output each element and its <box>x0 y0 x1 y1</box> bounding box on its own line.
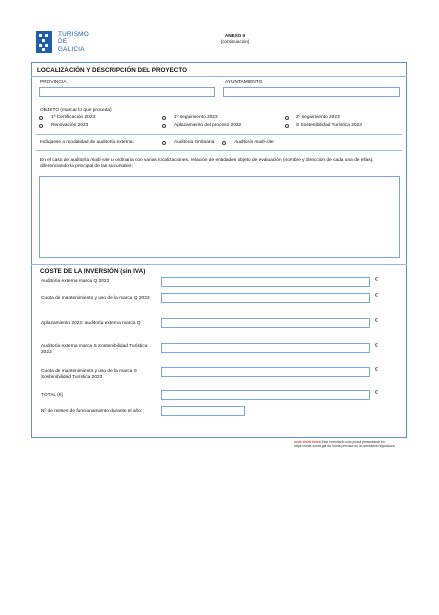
multisite-text-em: multi-site <box>90 158 110 163</box>
multisite-textarea[interactable] <box>39 176 400 258</box>
option-s-sustainability: S Sostenibilidad Turística 2023 <box>296 123 362 128</box>
euro-symbol: € <box>375 367 378 373</box>
radio-first-followup[interactable] <box>162 116 166 120</box>
option-first-followup: 1º seguimiento 2023 <box>174 115 218 120</box>
option-second-followup: 2º seguimiento 2023 <box>296 115 340 120</box>
option-audit-ordinary: Auditoría Ordinaria <box>174 140 215 145</box>
euro-symbol: € <box>375 318 378 324</box>
province-field[interactable] <box>39 87 215 97</box>
multisite-instructions <box>40 158 400 170</box>
annex-heading <box>200 33 270 45</box>
divider <box>36 134 402 135</box>
option-postponement: Aplazamiento del proceso 2022 <box>174 123 242 128</box>
turismo-de-galicia-logo <box>36 31 96 55</box>
cost-label-total: TOTAL (€) <box>41 393 64 398</box>
cost-field-4[interactable] <box>161 367 370 377</box>
annex-title: ANEXO II <box>224 33 246 38</box>
radio-s-sustainability[interactable] <box>285 124 289 128</box>
cost-field-0[interactable] <box>161 277 370 287</box>
footer-text: Este formulario sólo podrá presentarse en https://sede.xunta.gal da forma prevista en la normativa reguladora <box>294 440 395 449</box>
cost-label-2: Aplazamiento 2022: auditoría externa marca Q <box>41 321 141 326</box>
radio-audit-multisite[interactable] <box>222 141 226 145</box>
radio-second-followup[interactable] <box>285 116 289 120</box>
cost-field-total[interactable] <box>161 390 370 400</box>
logo-line-3: GALICIA <box>58 45 85 53</box>
logo-line-1: TURISMO <box>58 31 89 38</box>
radio-renewal[interactable] <box>39 124 43 128</box>
cost-label-1: Cuota de mantenimiento y uso de la marca Q 2023 <box>41 296 150 301</box>
logo-line-2: DE <box>58 38 68 46</box>
council-label: AYUNTAMIENTO <box>225 80 263 85</box>
multisite-text-a: En el caso de auditoría <box>40 158 91 163</box>
radio-audit-ordinary[interactable] <box>162 141 166 145</box>
radio-postponement[interactable] <box>162 124 166 128</box>
euro-symbol: € <box>375 343 378 349</box>
cost-field-3[interactable] <box>161 343 370 353</box>
option-first-certification: 1ª Certificación 2023 <box>51 115 96 120</box>
footer-note <box>294 440 409 448</box>
section-location-title: LOCALIZACIÓN Y DESCRIPCIÓN DEL PROYECTO <box>37 67 187 74</box>
euro-symbol: € <box>375 390 378 396</box>
province-label: PROVINCIA <box>40 80 67 85</box>
radio-first-certification[interactable] <box>39 116 43 120</box>
divider <box>31 264 407 265</box>
euro-symbol: € <box>375 293 378 299</box>
divider <box>36 150 402 151</box>
objective-label: OBJETO (marcar lo que proceda) <box>40 108 112 113</box>
galicia-emblem-icon <box>36 31 52 53</box>
cost-label-4: Cuota de mantenimiento y uso de la marca S Sostenibilidad Turística 2023 <box>41 369 137 380</box>
logo-wordmark <box>58 31 89 53</box>
cost-label-3: Auditoría externa marca S Sostenibilidad Turística 2023 <box>41 344 148 355</box>
months-field[interactable] <box>161 406 245 416</box>
sede-electronica-brand: sede electrónica <box>294 440 321 444</box>
euro-symbol: € <box>375 277 378 283</box>
multisite-text-b: u ordinaria con varias localizaciones, relación de entidades objeto de evaluación (nombre y dirección de cada una de ellas), diferenciando la principal de las sucursales: <box>40 158 374 169</box>
cost-field-2[interactable] <box>161 318 370 328</box>
option-renewal: Renovación 2023 <box>51 123 89 128</box>
council-field[interactable] <box>223 87 400 97</box>
option-audit-multisite: Auditoría multi-site <box>234 140 274 145</box>
divider <box>31 76 407 77</box>
cost-label-0: Auditoría externa marca Q 2023 <box>41 279 110 284</box>
section-cost-title: COSTE DE LA INVERSIÓN (sin IVA) <box>40 268 146 275</box>
audit-mode-label: Indíquese a modalidad de auditoría externa: <box>40 140 134 145</box>
cost-field-1[interactable] <box>161 293 370 303</box>
annex-subtitle: (continuación) <box>220 39 250 44</box>
months-label: Nº de meses de funcionamiento durante el año: <box>41 409 143 414</box>
